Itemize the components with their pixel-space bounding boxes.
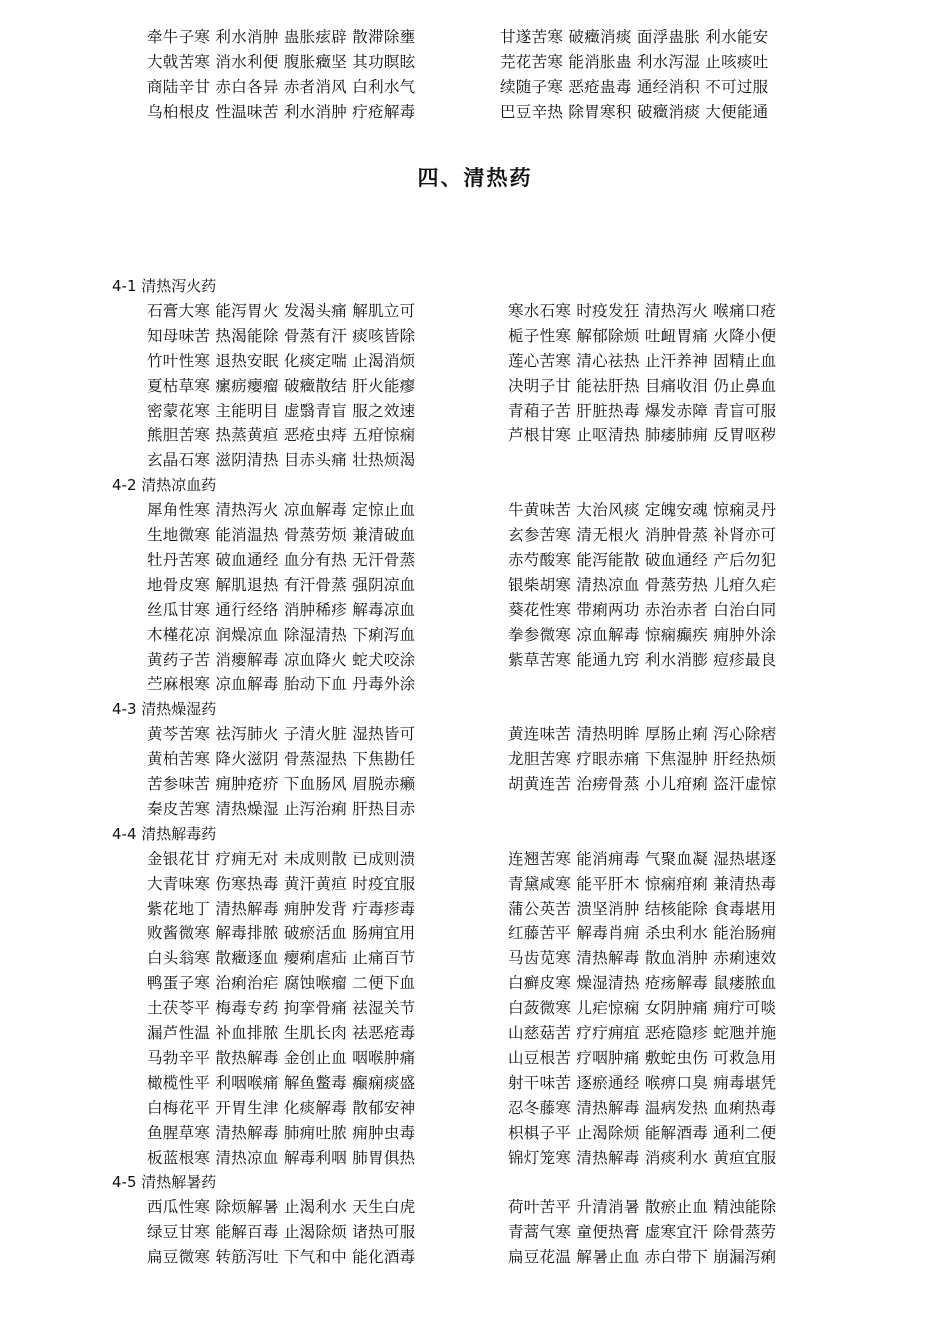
section-title: 四、清热药 <box>417 165 533 190</box>
verse-line-right: 山慈菇苦 疗疔痈疽 恶疮隐疹 蛇虺并施 <box>508 1024 777 1042</box>
verse-line-left: 丝瓜甘寒 通行经络 消肿稀疹 解毒凉血 <box>147 600 416 619</box>
verse-line-left: 黄柏苦寒 降火滋阴 骨蒸湿热 下焦勘任 <box>147 750 416 769</box>
verse-line-left: 橄榄性平 利咽喉痛 解鱼鳖毒 癫痫痰盛 <box>147 1073 416 1092</box>
section-heading: 4-3 清热燥湿药 <box>112 700 217 719</box>
verse-line-left: 乌桕根皮 性温味苦 利水消肿 疔疮解毒 <box>147 103 416 121</box>
verse-line-right: 马齿苋寒 清热解毒 散血消肿 赤痢速效 <box>508 949 777 968</box>
verse-line-left: 生地微寒 能消温热 骨蒸劳烦 兼清破血 <box>147 526 416 544</box>
verse-line-left: 板蓝根寒 清热凉血 解毒利咽 肺胃俱热 <box>147 1148 416 1167</box>
verse-line-right: 拳参微寒 凉血解毒 惊痫癫疾 痈肿外涂 <box>508 625 777 644</box>
verse-line-left: 西瓜性寒 除烦解暑 止渴利水 天生白虎 <box>147 1198 416 1217</box>
verse-line-right: 荷叶苦平 升清消暑 散瘀止血 精浊能除 <box>508 1198 777 1217</box>
verse-line-right: 栀子性寒 解郁除烦 吐衄胃痛 火降小便 <box>508 326 777 345</box>
verse-line-left: 地骨皮寒 解肌退热 有汗骨蒸 强阴凉血 <box>147 575 416 594</box>
verse-line-right: 黄连味苦 清热明眸 厚肠止痢 泻心除痞 <box>508 725 777 744</box>
section-heading: 4-1 清热泻火药 <box>112 277 217 295</box>
verse-line-right: 决明子甘 能祛肝热 目痛收泪 仍止鼻血 <box>508 376 777 395</box>
verse-line-left: 竹叶性寒 退热安眠 化痰定喘 止渴消烦 <box>147 351 416 370</box>
verse-line-left: 马勃辛平 散热解毒 金创止血 咽喉肿痛 <box>147 1048 416 1067</box>
verse-line-right: 白癣皮寒 燥湿清热 疮疡解毒 鼠瘘脓血 <box>508 974 777 993</box>
verse-line-left: 绿豆甘寒 能解百毒 止渴除烦 诸热可服 <box>147 1223 416 1242</box>
verse-line-right: 胡黄连苦 治痨骨蒸 小儿疳痢 盗汗虚惊 <box>508 775 777 793</box>
verse-line-right: 白蔹微寒 儿疟惊痫 女阴肿痛 痈疔可啖 <box>508 999 777 1018</box>
verse-line-left: 商陆辛甘 赤白各异 赤者消风 白利水气 <box>147 78 416 96</box>
verse-line-left: 土茯苓平 梅毒专药 拘挛骨痛 祛湿关节 <box>147 999 416 1018</box>
verse-line-left: 秦皮苦寒 清热燥湿 止泻治痢 肝热目赤 <box>147 799 416 818</box>
verse-line-left: 白梅花平 开胃生津 化痰解毒 散郁安神 <box>147 1098 416 1117</box>
verse-line-right: 青蒿气寒 童便热膏 虚寒宜汗 除骨蒸劳 <box>508 1223 777 1242</box>
verse-line-left: 苎麻根寒 凉血解毒 胎动下血 丹毒外涂 <box>147 675 416 694</box>
verse-line-left: 白头翁寒 散癥逐血 瘿痢虐疝 止痛百节 <box>147 949 416 968</box>
verse-line-left: 玄晶石寒 滋阴清热 目赤头痛 壮热烦渴 <box>147 451 416 470</box>
section-heading: 4-5 清热解暑药 <box>112 1173 217 1192</box>
verse-line-left: 牡丹苦寒 破血通经 血分有热 无汗骨蒸 <box>147 550 416 569</box>
verse-line-right: 青葙子苦 肝脏热毒 爆发赤障 青盲可服 <box>508 401 777 420</box>
verse-line-right: 芦根甘寒 止呕清热 肺痿肺痈 反胃呕秽 <box>508 426 777 445</box>
section-heading: 4-2 清热凉血药 <box>112 476 217 495</box>
verse-line-left: 金银花甘 疗痈无对 未成则散 已成则溃 <box>147 849 416 868</box>
section-heading: 4-4 清热解毒药 <box>112 824 217 843</box>
verse-line-left: 黄芩苦寒 祛泻肺火 子清火脏 湿热皆可 <box>147 725 416 744</box>
verse-line-left: 鸭蛋子寒 治痢治疟 腐蚀喉瘤 二便下血 <box>147 974 416 993</box>
verse-line-left: 败酱微寒 解毒排脓 破瘀活血 肠痈宜用 <box>147 924 416 943</box>
verse-line-left: 扁豆微寒 转筋泻吐 下气和中 能化酒毒 <box>147 1248 416 1267</box>
verse-line-left: 大青味寒 伤寒热毒 黄汗黄疸 时疫宜服 <box>147 874 416 893</box>
verse-line-right: 蒲公英苦 溃坚消肿 结核能除 食毒堪用 <box>508 899 777 918</box>
verse-line-right: 芫花苦寒 能消胀蛊 利水泻湿 止咳痰吐 <box>500 53 769 71</box>
verse-line-right: 紫草苦寒 能通九窍 利水消膨 痘疹最良 <box>508 650 777 669</box>
verse-line-right: 连翘苦寒 能消痈毒 气聚血凝 湿热堪逐 <box>508 849 777 868</box>
verse-line-left: 鱼腥草寒 清热解毒 肺痈吐脓 痈肿虫毒 <box>147 1123 416 1142</box>
verse-line-right: 葵花性寒 带痢两功 赤治赤者 白治白同 <box>508 600 777 619</box>
verse-line-right: 牛黄味苦 大治风痰 定魄安魂 惊痫灵丹 <box>508 501 777 520</box>
verse-line-left: 牵牛子寒 利水消肿 蛊胀痃辟 散滞除壅 <box>147 28 416 46</box>
verse-line-left: 木槿花凉 润燥凉血 除湿清热 下痢泻血 <box>147 625 416 644</box>
verse-line-left: 知母味苦 热渴能除 骨蒸有汗 痰咳皆除 <box>147 326 416 345</box>
verse-line-right: 巴豆辛热 除胃寒积 破癥消痰 大便能通 <box>500 103 769 121</box>
verse-line-left: 熊胆苦寒 热蒸黄疸 恶疮虫痔 五疳惊痫 <box>147 426 416 445</box>
verse-line-right: 甘遂苦寒 破癥消痰 面浮蛊胀 利水能安 <box>500 28 769 46</box>
verse-line-right: 龙胆苦寒 疗眼赤痛 下焦湿肿 肝经热烦 <box>508 750 777 769</box>
verse-line-left: 紫花地丁 清热解毒 痈肿发背 疔毒疹毒 <box>147 899 416 918</box>
verse-line-right: 枳椇子平 止渴除烦 能解酒毒 通利二便 <box>508 1123 777 1142</box>
verse-line-left: 大戟苦寒 消水利便 腹胀癥坚 其功瞑眩 <box>147 53 416 71</box>
verse-line-right: 红藤苦平 解毒肖痈 杀虫利水 能治肠痈 <box>508 924 777 943</box>
verse-line-left: 犀角性寒 清热泻火 凉血解毒 定惊止血 <box>147 501 416 520</box>
verse-line-right: 银柴胡寒 清热凉血 骨蒸劳热 儿疳久疟 <box>508 575 777 594</box>
verse-line-right: 续随子寒 恶疮蛊毒 通经消积 不可过服 <box>500 78 769 96</box>
verse-line-right: 射干味苦 逐瘀通经 喉痹口臭 痈毒堪凭 <box>508 1073 777 1092</box>
verse-line-right: 扁豆花温 解暑止血 赤白带下 崩漏泻痢 <box>508 1248 777 1267</box>
verse-line-left: 黄药子苦 消瘿解毒 凉血降火 蛇犬咬涂 <box>147 650 416 669</box>
verse-line-left: 夏枯草寒 瘰疬瘿瘤 破癥散结 肝火能瘳 <box>147 376 416 395</box>
verse-line-left: 苦参味苦 痈肿疮疥 下血肠风 眉脱赤癞 <box>147 775 416 793</box>
verse-line-right: 青黛咸寒 能平肝木 惊痫疳痢 兼清热毒 <box>508 874 777 893</box>
verse-line-left: 石膏大寒 能泻胃火 发渴头痛 解肌立可 <box>147 301 416 320</box>
verse-line-left: 漏芦性温 补血排脓 生肌长肉 祛恶疮毒 <box>147 1024 416 1042</box>
verse-line-right: 山豆根苦 疗咽肿痛 敷蛇虫伤 可救急用 <box>508 1048 777 1067</box>
verse-line-right: 寒水石寒 时疫发狂 清热泻火 喉痛口疮 <box>508 301 777 320</box>
verse-line-right: 赤芍酸寒 能泻能散 破血通经 产后勿犯 <box>508 550 777 569</box>
verse-line-left: 密蒙花寒 主能明目 虚翳青盲 服之效速 <box>147 401 416 420</box>
verse-line-right: 忍冬藤寒 清热解毒 温病发热 血痢热毒 <box>508 1098 777 1117</box>
verse-line-right: 莲心苦寒 清心祛热 止汗养神 固精止血 <box>508 351 777 370</box>
verse-line-right: 玄参苦寒 清无根火 消肿骨蒸 补肾亦可 <box>508 526 777 544</box>
verse-line-right: 锦灯笼寒 清热解毒 消痰利水 黄疸宜服 <box>508 1148 777 1167</box>
